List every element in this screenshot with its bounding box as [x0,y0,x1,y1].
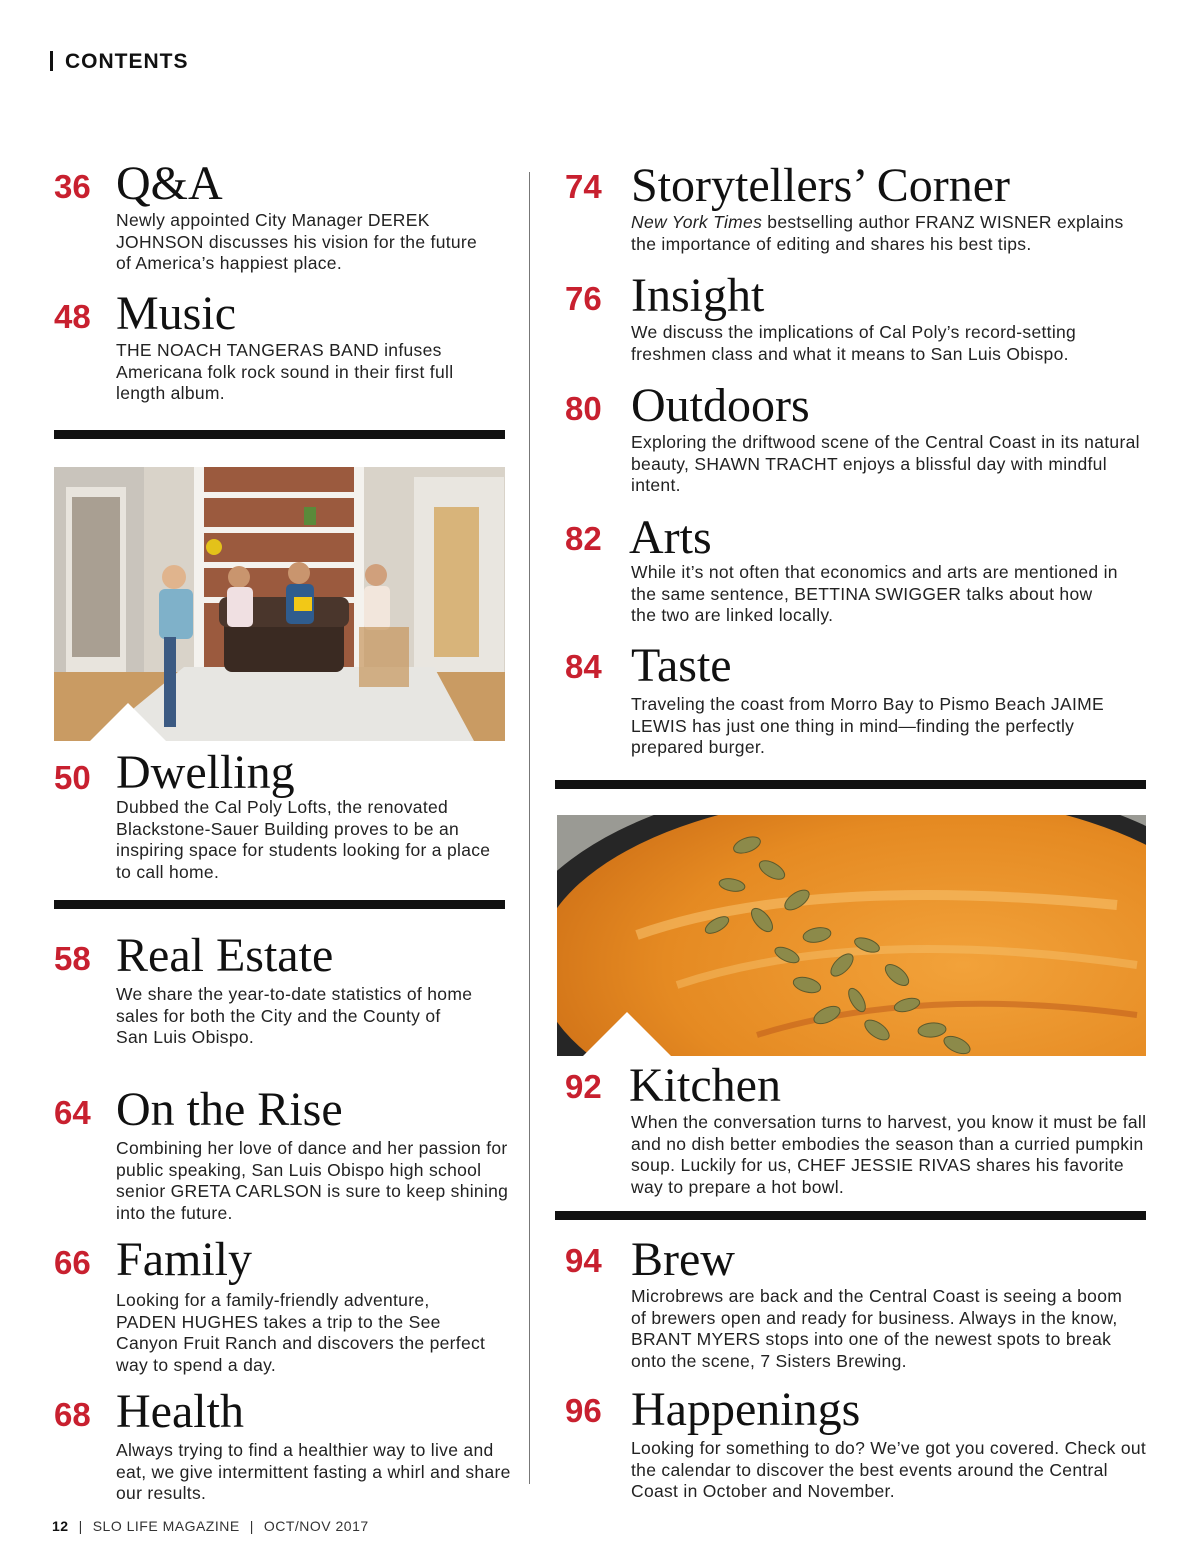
page-number: 64 [54,1094,91,1131]
header-label: CONTENTS [65,50,189,73]
footer-separator: | [249,1518,254,1534]
page-number: 68 [54,1396,91,1433]
section-rule [54,430,505,439]
section-title: On the Rise [116,1083,343,1136]
kitchen-photo [557,815,1146,1056]
section-description: Traveling the coast from Morro Bay to Pismo Beach JAIME LEWIS has just one thing in mind—finding the perfectly prepared burger. [631,694,1104,757]
page-number: 94 [565,1242,602,1279]
page-number: 92 [565,1068,602,1105]
footer-page-number: 12 [52,1518,69,1534]
footer-issue: OCT/NOV 2017 [263,1518,369,1534]
section-title: Family [116,1233,253,1286]
section-description: When the conversation turns to harvest, you know it must be fall and no dish better embodies the season than a curried pumpkin soup. Luckily for us, CHEF JESSIE RIVAS shares his favorite way to prepare a hot bowl. [631,1112,1147,1197]
page-number: 96 [565,1392,602,1429]
section-title: Music [116,287,236,340]
section-rule [555,780,1146,789]
column-divider [529,172,530,1484]
section-description: Combining her love of dance and her passion for public speaking, San Luis Obispo high school senior GRETA CARLSON is sure to keep shining into the future. [116,1138,509,1223]
section-title: Dwelling [116,746,295,799]
section-description: Dubbed the Cal Poly Lofts, the renovated Blackstone-Sauer Building proves to be an inspiring space for students looking for a place to call home. [116,797,491,882]
section-description: We discuss the implications of Cal Poly’s record-setting freshmen class and what it means to San Luis Obispo. [631,322,1077,364]
page-number: 80 [565,390,602,427]
section-title: Arts [629,511,712,564]
section-rule [555,1211,1146,1220]
section-description [631,212,1151,255]
page-number: 36 [54,168,91,205]
publication-name: New York Times [631,212,763,232]
header-bar [50,51,53,71]
footer-separator: | [78,1518,83,1534]
section-title: Outdoors [631,379,810,432]
dwelling-photo [54,467,505,741]
section-header [50,50,189,74]
page-number: 82 [565,520,602,557]
living-room-illustration [54,467,505,741]
page-number: 76 [565,280,602,317]
photo-notch [583,1012,671,1056]
section-description: While it’s not often that economics and arts are mentioned in the same sentence, BETTINA SWIGGER talks about how the two are linked locally. [631,562,1118,625]
section-title: Happenings [631,1383,861,1436]
section-title: Insight [631,269,765,322]
page-number: 84 [565,648,602,685]
section-title: Real Estate [116,929,334,982]
section-description: Always trying to find a healthier way to live and eat, we give intermittent fasting a whirl and share our results. [116,1440,511,1503]
section-title: Kitchen [629,1059,781,1112]
section-title: Q&A [116,157,223,210]
section-description: Newly appointed City Manager DEREK JOHNSON discusses his vision for the future of America’s happiest place. [116,210,478,273]
section-rule [54,900,505,909]
section-title: Brew [631,1233,735,1286]
section-description: THE NOACH TANGERAS BAND infuses Americana folk rock sound in their first full length album. [116,340,454,403]
section-title: Taste [631,639,732,692]
section-description: Microbrews are back and the Central Coast is seeing a boom of brewers open and ready for business. Always in the know, BRANT MYERS stops into one of the newest spots to break onto the scene, 7 Sisters Brewing. [631,1286,1123,1371]
footer-magazine: SLO LIFE MAGAZINE [92,1518,240,1534]
section-title: Health [116,1385,244,1438]
section-title: Storytellers’ Corner [631,159,1011,212]
section-description: We share the year-to-date statistics of home sales for both the City and the County of San Luis Obispo. [116,984,473,1047]
page-number: 58 [54,940,91,977]
page-footer [52,1518,369,1534]
section-description: Looking for a family-friendly adventure, PADEN HUGHES takes a trip to the See Canyon Fruit Ranch and discovers the perfect way to spend a day. [116,1290,486,1375]
section-description: Looking for something to do? We’ve got you covered. Check out the calendar to discover the best events around the Central Coast in October and November. [631,1438,1147,1501]
page-number: 66 [54,1244,91,1281]
page-number: 48 [54,298,91,335]
section-description: Exploring the driftwood scene of the Central Coast in its natural beauty, SHAWN TRACHT enjoys a blissful day with mindful intent. [631,432,1140,495]
description-text: bestselling author FRANZ WISNER explains the importance of editing and shares his best tips. [631,212,1124,254]
page-number: 50 [54,759,91,796]
page-number: 74 [565,168,602,205]
photo-notch [84,703,172,741]
